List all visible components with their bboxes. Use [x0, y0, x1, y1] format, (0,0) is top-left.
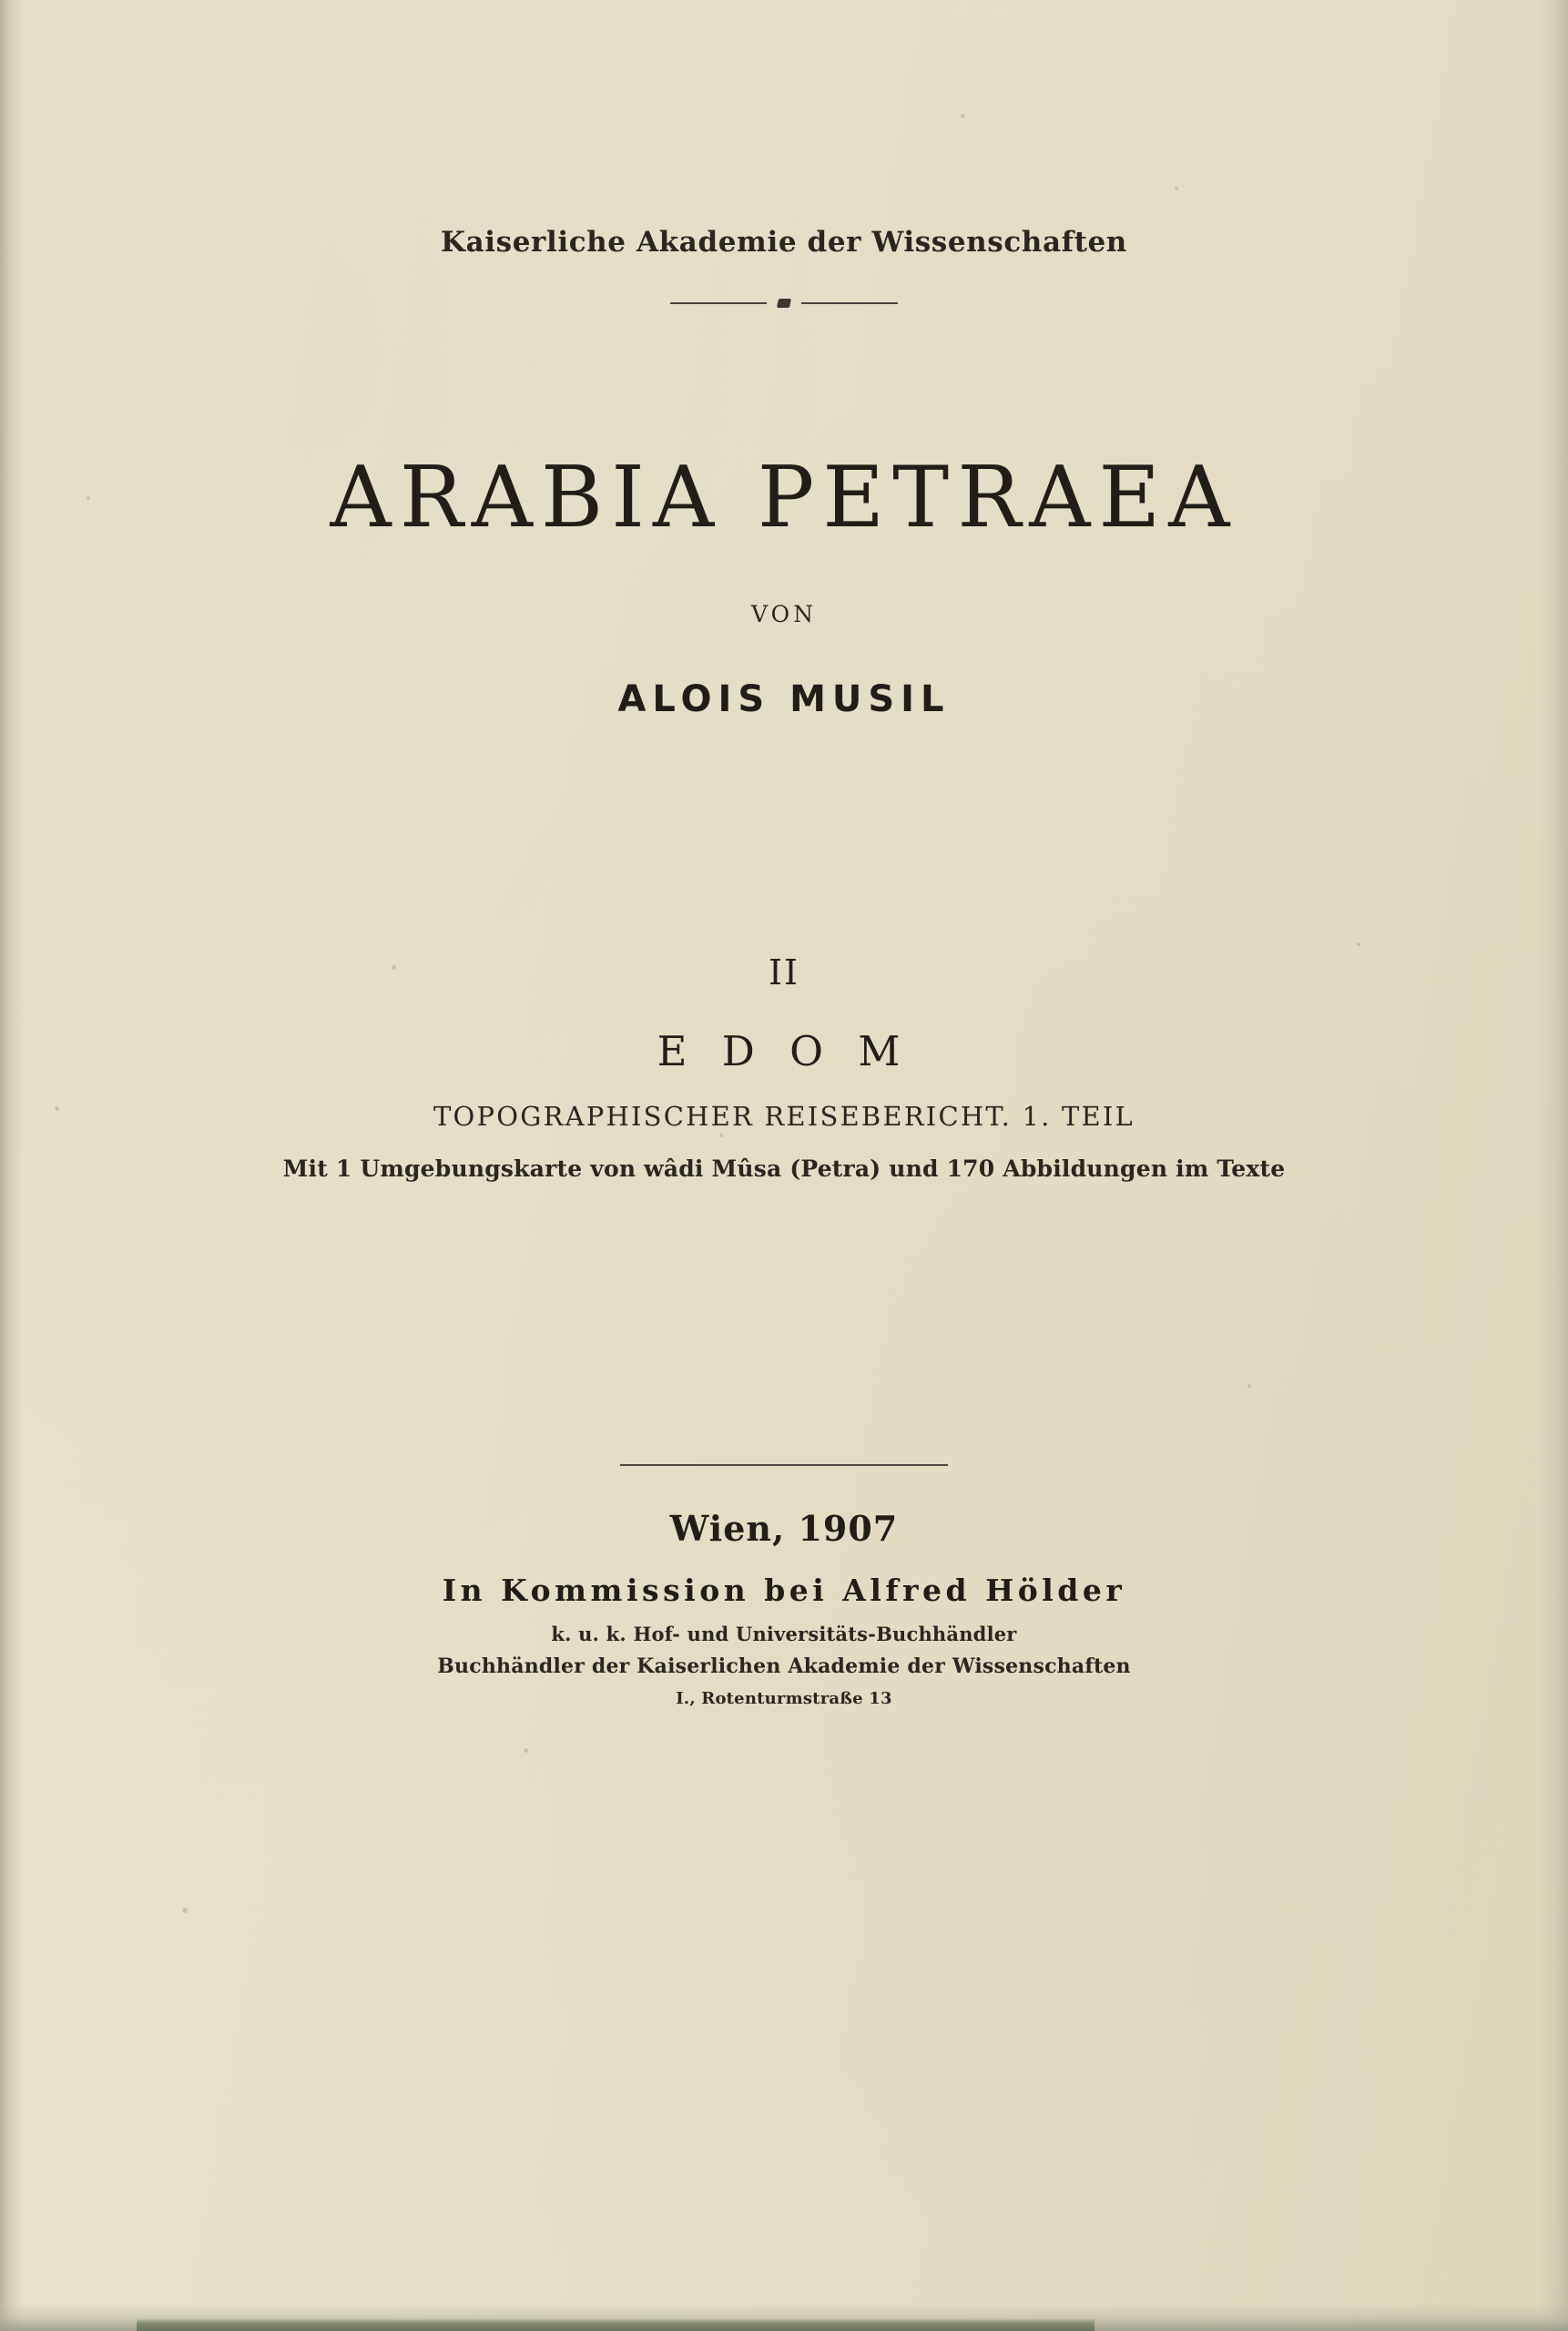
part-title: E D O M [657, 1027, 911, 1075]
ornament-diamond [777, 299, 791, 308]
publisher-affiliation-line: Buchhändler der Kaiserlichen Akademie der Wissenschaften [437, 1654, 1131, 1678]
byline-preposition: VON [751, 601, 817, 627]
publisher-title-line: k. u. k. Hof- und Universitäts-Buchhändler [551, 1623, 1017, 1645]
paper-speck [524, 1748, 528, 1753]
page-edge-shadow-bottom [0, 2304, 1568, 2331]
publisher-address: I., Rotenturmstraße 13 [676, 1689, 892, 1708]
page-title: ARABIA PETRAEA [330, 448, 1238, 546]
contents-note: Mit 1 Umgebungskarte von wâdi Mûsa (Petra) und 170 Abbildungen im Texte [282, 1155, 1286, 1182]
place-and-year: Wien, 1907 [669, 1508, 899, 1549]
author-name: ALOIS MUSIL [617, 678, 951, 720]
subtitle: TOPOGRAPHISCHER REISEBERICHT. 1. TEIL [433, 1101, 1135, 1132]
publisher-name: In Kommission bei Alfred Hölder [442, 1573, 1126, 1608]
ornament-bar-left [670, 302, 767, 304]
ornament-bar-right [801, 302, 898, 304]
academy-name: Kaiserliche Akademie der Wissenschaften [441, 226, 1127, 259]
ornament-divider-icon [670, 295, 898, 311]
horizontal-rule [620, 1464, 948, 1466]
paper-speck [182, 1908, 188, 1913]
scan-bed-strip [137, 2318, 1095, 2331]
volume-number: II [768, 952, 800, 992]
